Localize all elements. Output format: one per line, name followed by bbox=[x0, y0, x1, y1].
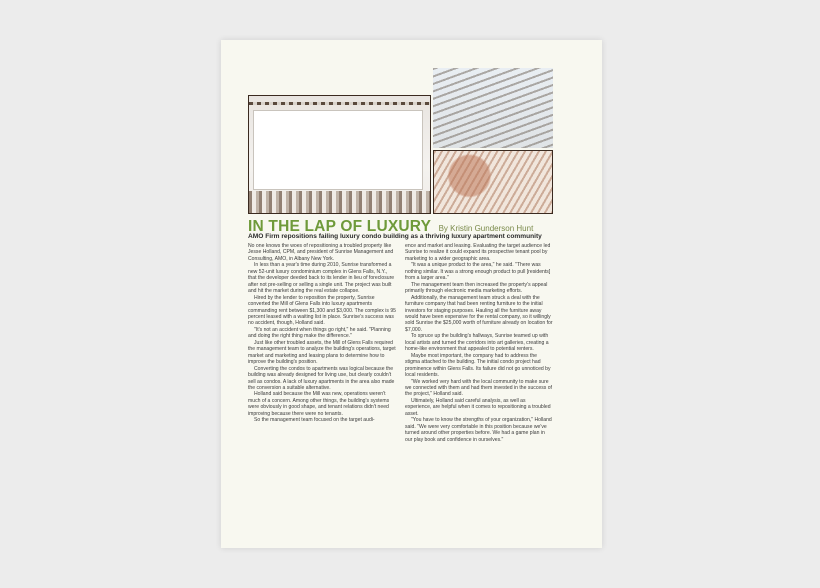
paragraph: Maybe most important, the company had to address the stigma attached to the building. The initial condo project had prominence within Glens Falls. Its failure did not go unnoticed by local residents. bbox=[405, 352, 551, 379]
floor-area bbox=[249, 191, 430, 213]
paragraph: Holland said because the Mill was new, operations weren't much of a concern. Among other things, the building's systems were obviously in good shape, and tenant relations didn't need improving because there were no tenants. bbox=[248, 391, 390, 417]
paragraph: So the management team focused on the target audi- bbox=[254, 417, 375, 424]
interior-photo bbox=[248, 95, 431, 214]
paragraph: Converting the condos to apartments was logical because the building was already designed for living use, but clearly couldn't sell as condos. A lack of luxury apartments in the area also made the conversion a suitable alternative. bbox=[248, 365, 395, 391]
hallway-art-photo bbox=[433, 150, 553, 214]
paragraph: "It was a unique product to the area," he said. "There was nothing similar. It was a strong enough product to pull [residents] from a larger area." bbox=[405, 262, 551, 282]
article-byline: By Kristin Gunderson Hunt bbox=[438, 224, 534, 233]
paragraph: In less than a year's time during 2010, Sunrise transformed a new 52-unit luxury condominium complex in Glens Falls, N.Y., that the developer deeded back to its lender in lieu of foreclosure after not pre-selling or selling a single unit. The project was built and hit the market during the real estate collapse. bbox=[248, 262, 395, 295]
window bbox=[253, 110, 423, 190]
paragraph: ence and market and leasing. Evaluating the target audience led Sunrise to realize it could expand its prospective tenant pool by marketing to a wider geographic area. bbox=[405, 243, 551, 262]
paragraph: Additionally, the management team struck a deal with the furniture company that had been renting furniture to the initial investors for staging purposes. Hauling all the furniture away would have been expensive for the rental company, so it willingly sold Sunrise the $25,000 worth of furniture already on location for $7,000. bbox=[405, 294, 553, 333]
paragraph: To spruce up the building's hallways, Sunrise teamed up with local artists and turned the corridors into art galleries, creating a home-like environment that appealed to potential renters. bbox=[405, 333, 549, 353]
ceiling-beam bbox=[249, 102, 430, 105]
left-column bbox=[248, 243, 396, 424]
paragraph: The management team then increased the property's appeal primarily through electronic media marketing efforts. bbox=[405, 281, 548, 295]
paragraph: Hired by the lender to reposition the property, Sunrise converted the Mill of Glens Falls into luxury apartments commanding rent between $1,300 and $3,000. The complex is 95 percent leased with a waiting list in place. Sunrise's success was no accident, though, Holland said. bbox=[248, 294, 397, 327]
right-column bbox=[405, 243, 553, 443]
building-exterior-photo bbox=[433, 68, 553, 148]
paragraph: No one knows the woes of repositioning a troubled property like Jesse Holland, CPM, and president of Sunrise Management and Consulting, AMO, in Albany New York. bbox=[248, 243, 394, 262]
paragraph: Just like other troubled assets, the Mill of Glens Falls required the management team to analyze the building's operations, target market and marketing and leasing plans to determine how to improve the building's position. bbox=[248, 339, 396, 366]
paragraph: "It's not an accident when things go right," he said. "Planning and doing the right thing make the difference." bbox=[248, 326, 391, 340]
paragraph: Ultimately, Holland said careful analysis, as well as experience, are helpful when it comes to repositioning a troubled asset. bbox=[405, 397, 551, 417]
article-subhead: AMO Firm repositions failing luxury condo building as a thriving luxury apartment community bbox=[248, 233, 542, 240]
paragraph: "We worked very hard with the local community to make sure we connected with them and had them invested in the success of the project," Holland said. bbox=[405, 378, 552, 398]
article-title: IN THE LAP OF LUXURY bbox=[248, 218, 432, 235]
paragraph: "You have to know the strengths of your organization," Holland said. "We were very comfortable in this position because we've turned around other properties before. We had a game plan in our play book and confidence in ourselves." bbox=[405, 417, 552, 443]
